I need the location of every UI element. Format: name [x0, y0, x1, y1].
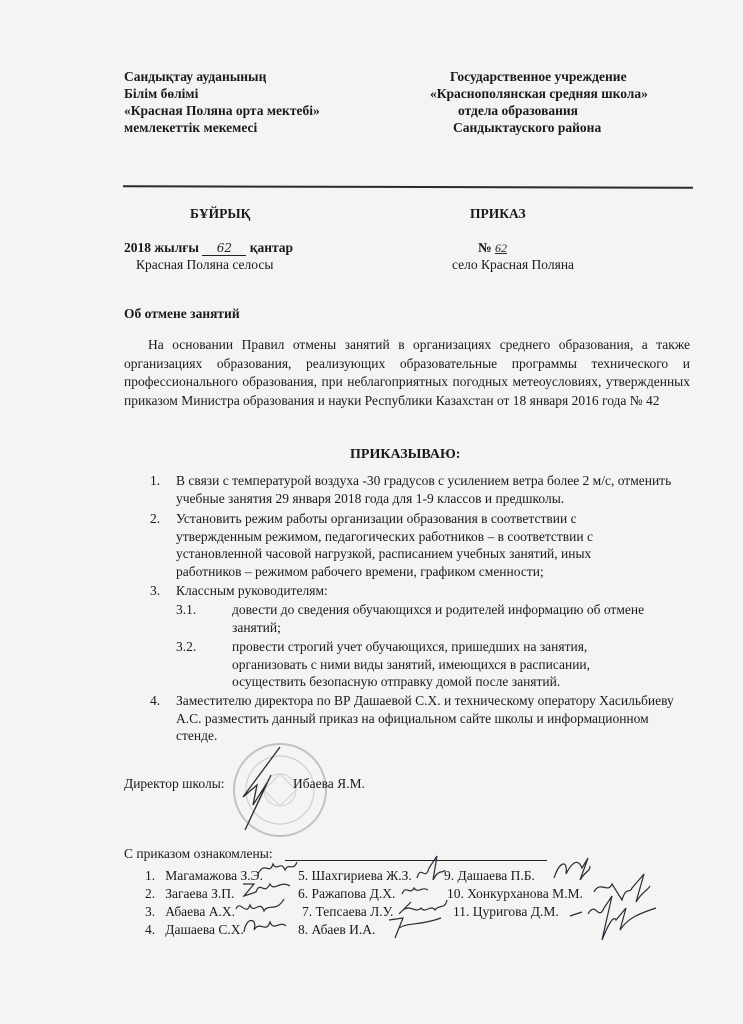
- item-text: Заместителю директора по ВР Дашаевой С.Х. и техническому оператору Хасильбиеву А.С. разместить данный приказ на официальном сайте школы и информационном стенде.: [176, 693, 674, 743]
- order-subitem-3-2: [150, 638, 610, 691]
- subitem-text: провести строгий учет обучающихся, пришедших на занятия, организовать с ними виды занятий, имеющихся в расписании, осуществить безопасную отправку домой после занятий.: [232, 639, 591, 689]
- header-right-line: отдела образования: [458, 103, 578, 118]
- ack-name-8: [298, 922, 375, 938]
- ack-person: Магамажова З.Э.: [165, 868, 263, 883]
- signature-6-icon: [400, 880, 430, 900]
- header-left-kz: [124, 68, 320, 136]
- header-right-line: Государственное учреждение: [450, 69, 627, 84]
- ack-person: Тепсаева Л.У.: [315, 904, 394, 919]
- subitem-number: 3.2.: [176, 639, 197, 654]
- ack-name-2: [145, 886, 234, 902]
- ack-num: 4.: [145, 922, 156, 937]
- header-right-line: Сандыктауского района: [453, 120, 602, 135]
- place-ru: село Красная Поляна: [452, 257, 575, 272]
- date-day-value: 62: [216, 241, 232, 255]
- order-subject: Об отмене занятий: [124, 306, 240, 321]
- director-signature-icon: [235, 745, 295, 835]
- header-right-line: «Краснополянская средняя школа»: [430, 86, 648, 101]
- ack-num: 1.: [145, 868, 156, 883]
- number-label: №: [478, 240, 492, 255]
- header-left-line: Білім бөлімі: [124, 86, 199, 101]
- item-number: 3.: [150, 583, 161, 598]
- ack-num: 2.: [145, 886, 156, 901]
- directive-heading: ПРИКАЗЫВАЮ:: [350, 447, 461, 462]
- ack-person: Шахгириева Ж.З.: [311, 868, 412, 883]
- ack-num: 6.: [298, 886, 309, 901]
- ack-name-7: [302, 904, 393, 920]
- order-number: [478, 240, 507, 256]
- order-item-4: [150, 692, 680, 745]
- ack-name-11: [453, 904, 559, 920]
- ack-num: 11.: [453, 904, 470, 919]
- item-number: 1.: [150, 473, 161, 488]
- date-day-handwritten: [202, 241, 246, 256]
- order-title-ru: ПРИКАЗ: [470, 206, 526, 221]
- ack-name-9: [444, 868, 535, 884]
- ack-name-3: [145, 904, 235, 920]
- header-left-line: Сандықтау ауданының: [124, 69, 267, 84]
- item-text: Установить режим работы организации образования в соответствии с утвержденным режимом, педагогических работников – в соответствии с установленной часовой нагрузкой, расписанием учебных занятий, иных работников – режимом рабочего времени, графиком сменности;: [176, 511, 593, 579]
- ack-person: Ражапова Д.Х.: [311, 886, 396, 901]
- preamble-text: На основании Правил отмены занятий в организациях среднего образования, а также организациях образования, реализующих образовательные программы технического и профессионального образования, при неблагоприятных погодных метеоусловиях, утвержденных приказом Министра образования и науки Республики Казахстан от 18 января 2016 года № 42: [124, 337, 690, 408]
- ack-person: Абаева А.Х.: [165, 904, 235, 919]
- signature-8-icon: [385, 912, 445, 942]
- order-item-3: [150, 582, 710, 600]
- ack-num: 3.: [145, 904, 156, 919]
- signature-9-icon: [552, 856, 592, 882]
- item-number: 2.: [150, 511, 161, 526]
- ack-person: Дашаева П.Б.: [457, 868, 535, 883]
- signature-4-icon: [240, 914, 288, 938]
- order-title-kz: БҰЙРЫҚ: [190, 206, 251, 221]
- ack-num: 9.: [444, 868, 455, 883]
- acknowledged-label: С приказом ознакомлены:: [124, 846, 273, 861]
- date-year: 2018 жылғы: [124, 240, 199, 255]
- ack-name-6: [298, 886, 395, 902]
- director-name: Ибаева Я.М.: [293, 776, 365, 791]
- header-left-line: «Красная Поляна орта мектебі»: [124, 103, 320, 118]
- ack-person: Дашаева С.Х.: [165, 922, 244, 937]
- ack-name-4: [145, 922, 244, 938]
- subitem-number: 3.1.: [176, 602, 197, 617]
- order-item-1: [150, 472, 678, 507]
- ack-person: Цуригова Д.М.: [472, 904, 559, 919]
- order-date-kz: [124, 240, 293, 256]
- order-item-2: [150, 510, 660, 580]
- ack-person: Хонкурханова М.М.: [467, 886, 583, 901]
- date-month: қантар: [249, 240, 294, 255]
- header-divider: [123, 185, 693, 188]
- ack-num: 10.: [447, 886, 464, 901]
- ack-person: Абаев И.А.: [311, 922, 376, 937]
- preamble-paragraph: [124, 336, 690, 410]
- ack-person: Загаева З.П.: [165, 886, 235, 901]
- item-text: В связи с температурой воздуха -30 градусов с усилением ветра более 2 м/с, отменить учебные занятия 29 января 2018 года для 1-9 классов и предшколы.: [176, 473, 672, 506]
- ack-num: 7.: [302, 904, 313, 919]
- director-label: Директор школы:: [124, 776, 225, 791]
- ack-name-10: [447, 886, 583, 902]
- ack-num: 8.: [298, 922, 309, 937]
- order-subitem-3-1: [150, 601, 690, 636]
- ack-name-5: [298, 868, 412, 884]
- number-handwritten: 62: [494, 241, 507, 255]
- item-text: Классным руководителям:: [176, 583, 328, 598]
- header-left-line: мемлекеттік мекемесі: [124, 120, 258, 135]
- ack-num: 5.: [298, 868, 309, 883]
- header-right-ru: [430, 68, 648, 136]
- subitem-text: довести до сведения обучающихся и родителей информацию об отмене занятий;: [232, 602, 645, 635]
- item-number: 4.: [150, 693, 161, 708]
- signature-11-icon: [568, 894, 658, 944]
- place-kz: Красная Поляна селосы: [136, 257, 274, 272]
